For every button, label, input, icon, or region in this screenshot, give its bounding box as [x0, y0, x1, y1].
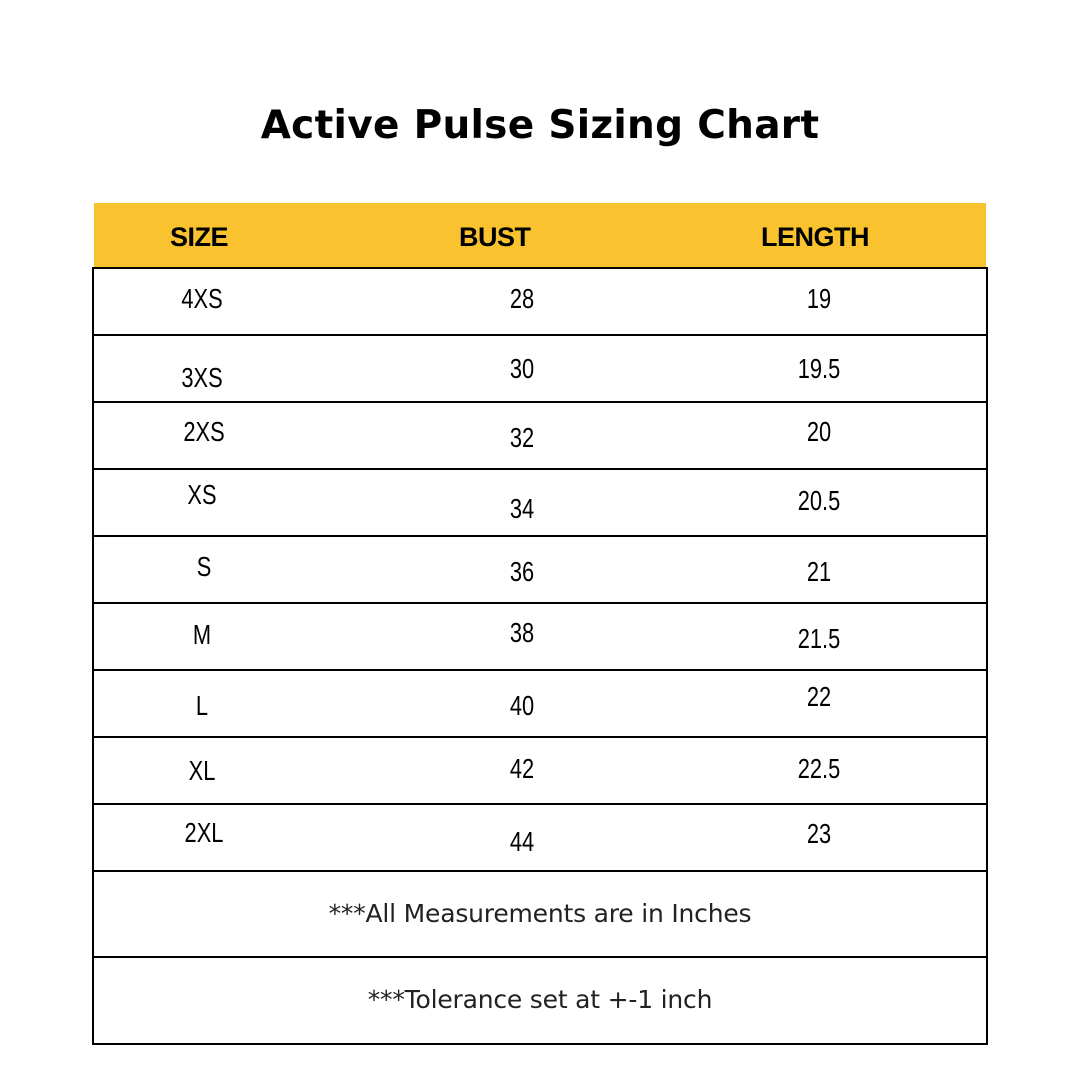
size-cell: L	[195, 690, 209, 721]
column-header-length: LENGTH	[761, 222, 869, 252]
sizing-table	[92, 267, 988, 1045]
size-cell: M	[192, 619, 212, 650]
length-cell: 19.5	[797, 353, 841, 384]
bust-cell: 42	[509, 753, 535, 784]
length-cell: 20.5	[797, 485, 841, 516]
bust-cell: 28	[509, 283, 535, 314]
size-cell: S	[196, 551, 212, 582]
length-cell: 23	[806, 818, 832, 849]
bust-cell: 34	[509, 493, 535, 524]
table-row	[94, 269, 986, 336]
column-header-size: SIZE	[170, 222, 229, 252]
length-cell: 19	[806, 283, 832, 314]
table-row	[94, 403, 986, 470]
size-cell: 3XS	[181, 362, 223, 393]
table-header	[94, 203, 986, 268]
bust-cell: 32	[509, 422, 535, 453]
size-cell: XL	[188, 755, 216, 786]
table-row	[94, 671, 986, 738]
bust-cell: 36	[509, 556, 535, 587]
bust-cell: 38	[509, 617, 535, 648]
table-row	[94, 738, 986, 805]
table-row	[94, 604, 986, 671]
length-cell: 22.5	[797, 753, 841, 784]
tolerance-note: ***Tolerance set at +-1 inch	[367, 985, 713, 1014]
bust-cell: 40	[509, 690, 535, 721]
length-cell: 20	[806, 416, 832, 447]
table-row	[94, 805, 986, 872]
length-cell: 22	[806, 681, 832, 712]
size-cell: 4XS	[181, 283, 223, 314]
table-row	[94, 537, 986, 604]
length-cell: 21.5	[797, 623, 841, 654]
size-cell: 2XS	[183, 416, 225, 447]
table-row	[94, 470, 986, 537]
column-header-bust: BUST	[459, 222, 531, 252]
bust-cell: 44	[509, 826, 535, 857]
measurement-note: ***All Measurements are in Inches	[94, 872, 986, 958]
length-cell: 21	[806, 556, 832, 587]
page-title: Active Pulse Sizing Chart	[260, 103, 820, 148]
bust-cell: 30	[509, 353, 535, 384]
table-row	[94, 336, 986, 403]
size-cell: XS	[187, 479, 217, 510]
size-cell: 2XL	[184, 817, 224, 848]
